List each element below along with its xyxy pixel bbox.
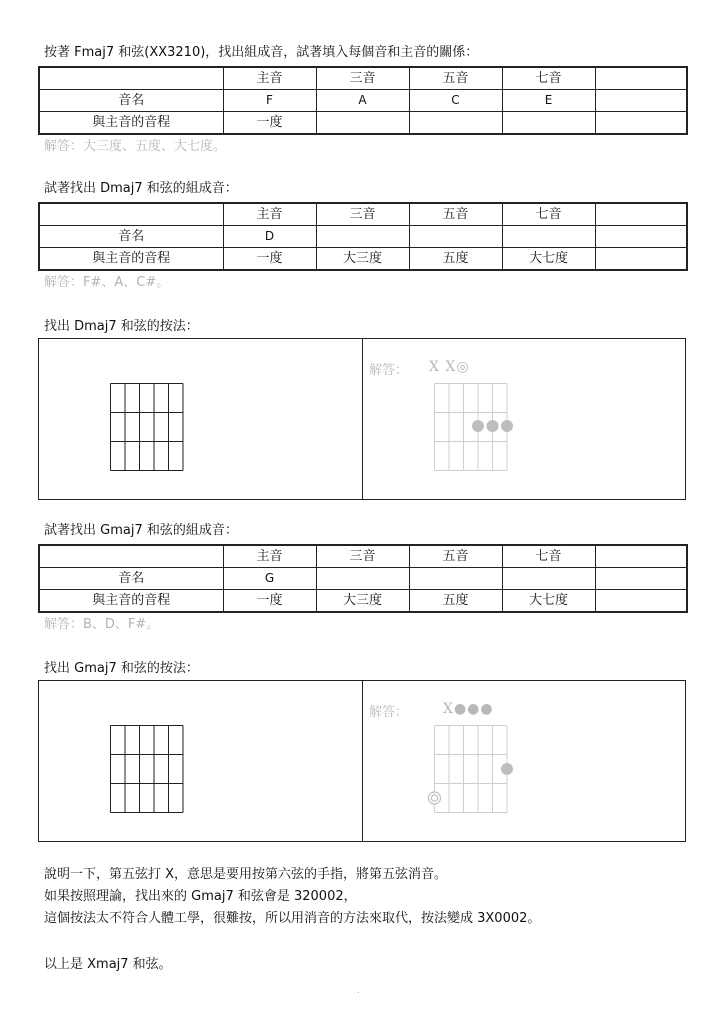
blank-chord-area <box>39 339 362 499</box>
explanation-line1: 說明一下，第五弦打 X，意思是要用按第六弦的手指，將第五弦消音。 <box>44 867 448 882</box>
table-row: 主音 三音 五音 七音 <box>39 67 687 90</box>
section5-heading: 找出 Gmaj7 和弦的按法： <box>44 661 199 676</box>
answer-chord-grid <box>434 725 514 825</box>
fmaj7-table <box>38 66 688 135</box>
answer-label: 解答： <box>369 705 409 720</box>
answer-chord-area <box>362 681 686 841</box>
explanation-line3: 這個按法太不符合人體工學，很難按，所以用消音的方法來取代，按法變成 3X0002。 <box>44 911 541 926</box>
section1-answer: 解答：大三度、五度、大七度。 <box>44 139 227 154</box>
gmaj7-fingering-box <box>38 680 686 842</box>
blank-chord-area <box>39 681 362 841</box>
section4-answer: 解答：B、D、F#。 <box>44 617 160 632</box>
footer-mark: . <box>357 986 360 995</box>
mute-ring-outer <box>429 792 441 804</box>
table-row: 音名 D <box>39 226 687 248</box>
finger-dot <box>472 420 484 432</box>
finger-dot <box>487 420 499 432</box>
explanation-line2: 如果按照理論，找出來的 Gmaj7 和弦會是 320002， <box>44 889 357 904</box>
answer-label: 解答： <box>369 363 409 378</box>
table-row: 與主音的音程 一度 大三度 五度 大七度 <box>39 590 687 613</box>
string-marks: X X◎ <box>429 359 470 375</box>
section3-heading: 找出 Dmaj7 和弦的按法： <box>44 319 199 334</box>
finger-dot <box>501 420 513 432</box>
finger-dot <box>501 763 513 775</box>
table-row: 音名 F A C E <box>39 90 687 112</box>
section2-answer: 解答：F#、A、C#。 <box>44 275 170 290</box>
answer-chord-grid <box>434 383 510 471</box>
blank-chord-grid <box>110 383 184 471</box>
answer-chord-area <box>362 339 686 499</box>
blank-chord-grid <box>110 725 184 813</box>
gmaj7-table <box>38 544 688 613</box>
dmaj7-table <box>38 202 688 271</box>
table-row: 與主音的音程 一度 大三度 五度 大七度 <box>39 248 687 271</box>
dmaj7-fingering-box <box>38 338 686 500</box>
table-row: 音名 G <box>39 568 687 590</box>
explanation-line4: 以上是 Xmaj7 和弦。 <box>44 957 172 972</box>
table-row: 與主音的音程 一度 <box>39 112 687 135</box>
table-row: 主音 三音 五音 七音 <box>39 545 687 568</box>
section2-heading: 試著找出 Dmaj7 和弦的組成音： <box>44 181 238 196</box>
section1-heading: 按著 Fmaj7 和弦(XX3210)，找出組成音，試著填入每個音和主音的關係： <box>44 45 479 60</box>
string-marks: X●●● <box>443 701 494 717</box>
table-row: 主音 三音 五音 七音 <box>39 203 687 226</box>
section4-heading: 試著找出 Gmaj7 和弦的組成音： <box>44 523 238 538</box>
